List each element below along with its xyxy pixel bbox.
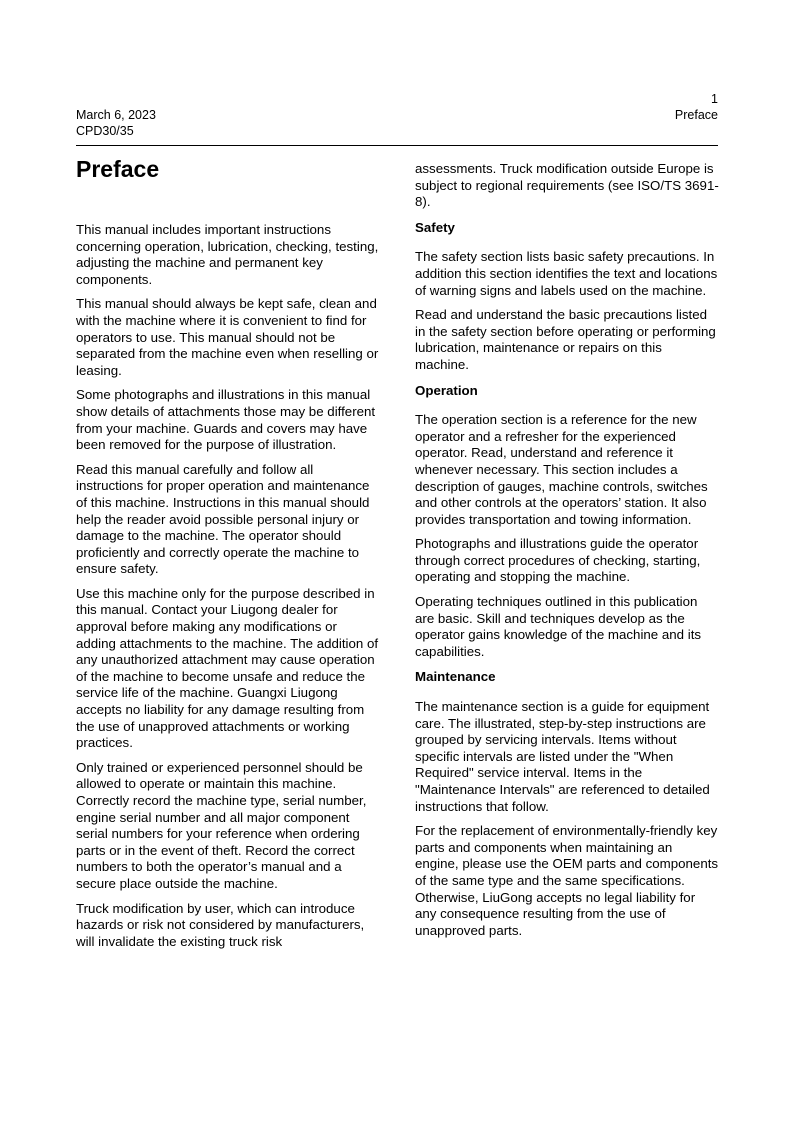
safety-heading: Safety	[415, 219, 455, 235]
page-title: Preface	[76, 156, 160, 182]
paragraph: The maintenance section is a guide for equipment care. The illustrated, step-by-step instructions are grouped by servicing intervals. Items without specific intervals are listed under the "When Required" service interval. Items in the "Maintenance Intervals" are referenced to detailed instructions that follow.	[415, 699, 710, 814]
paragraph: The safety section lists basic safety precautions. In addition this section identifies the text and locations of warning signs and labels used on the machine.	[415, 249, 718, 298]
left-column	[76, 153, 380, 958]
page-header-right	[675, 91, 718, 123]
maintenance-heading: Maintenance	[415, 669, 496, 685]
paragraph: Operating techniques outlined in this publication are basic. Skill and techniques develop as the operator gains knowledge of the machine and its capabilities.	[415, 594, 702, 659]
paragraph: Read and understand the basic precautions listed in the safety section before operating or performing lubrication, maintenance or repairs on this machine.	[415, 307, 716, 372]
paragraph: For the replacement of environmentally-friendly key parts and components when maintaining an engine, please use the OEM parts and components of the same type and the same specifications. Otherwise, LiuGong accepts no legal liability for any consequence resulting from the use of unapproved parts.	[415, 823, 719, 938]
paragraph: Photographs and illustrations guide the operator through correct procedures of checking, starting, operating and stopping the machine.	[415, 536, 701, 585]
header-model: CPD30/35	[76, 124, 134, 138]
operation-heading: Operation	[415, 382, 478, 398]
page-header-left	[76, 107, 156, 139]
paragraph: This manual should always be kept safe, clean and with the machine where it is convenient to find for operators to use. This manual should not be separated from the machine even when reselling or leasing.	[76, 296, 379, 378]
continuation-paragraph: assessments. Truck modification outside Europe is subject to regional requirements (see ISO/TS 3691-8).	[415, 161, 719, 210]
paragraph: This manual includes important instructions concerning operation, lubrication, checking, testing, adjusting the machine and permanent key components.	[76, 222, 379, 287]
page-number: 1	[711, 92, 718, 106]
paragraph: Truck modification by user, which can introduce hazards or risk not considered by manufacturers, will invalidate the existing truck risk	[76, 900, 365, 949]
paragraph: Some photographs and illustrations in this manual show details of attachments those may be different from your machine. Guards and covers may have been removed for the purpose of illustration.	[76, 387, 376, 453]
header-divider	[76, 145, 718, 146]
right-column	[415, 161, 719, 947]
header-section: Preface	[674, 108, 718, 122]
paragraph: Only trained or experienced personnel should be allowed to operate or maintain this machine. Correctly record the machine type, serial number, engine serial number and all major component serial numbers for your reference when ordering parts or in the event of theft. Record the correct numbers to both the operator’s manual and a secure place outside the machine.	[76, 759, 367, 891]
header-date: March 6, 2023	[76, 108, 156, 122]
paragraph: Read this manual carefully and follow all instructions for proper operation and maintenance of this machine. Instructions in this manual should help the reader avoid possible personal injury or damage to the machine. The operator should proficiently and correctly operate the machine to ensure safety.	[76, 461, 370, 577]
paragraph: The operation section is a reference for the new operator and a refresher for the experienced operator. Read, understand and reference it whenever necessary. This section includes a description of gauges, machine controls, switches and other controls at the operators’ station. It also provides transportation and towing information.	[415, 412, 708, 527]
paragraph: Use this machine only for the purpose described in this manual. Contact your Liugong dealer for approval before making any modifications or adding attachments to the machine. The addition of any unauthorized attachment may cause operation of the machine to become unsafe and reduce the service life of the machine. Guangxi Liugong accepts no liability for any damage resulting from the use of unapproved attachments or working practices.	[76, 585, 379, 751]
